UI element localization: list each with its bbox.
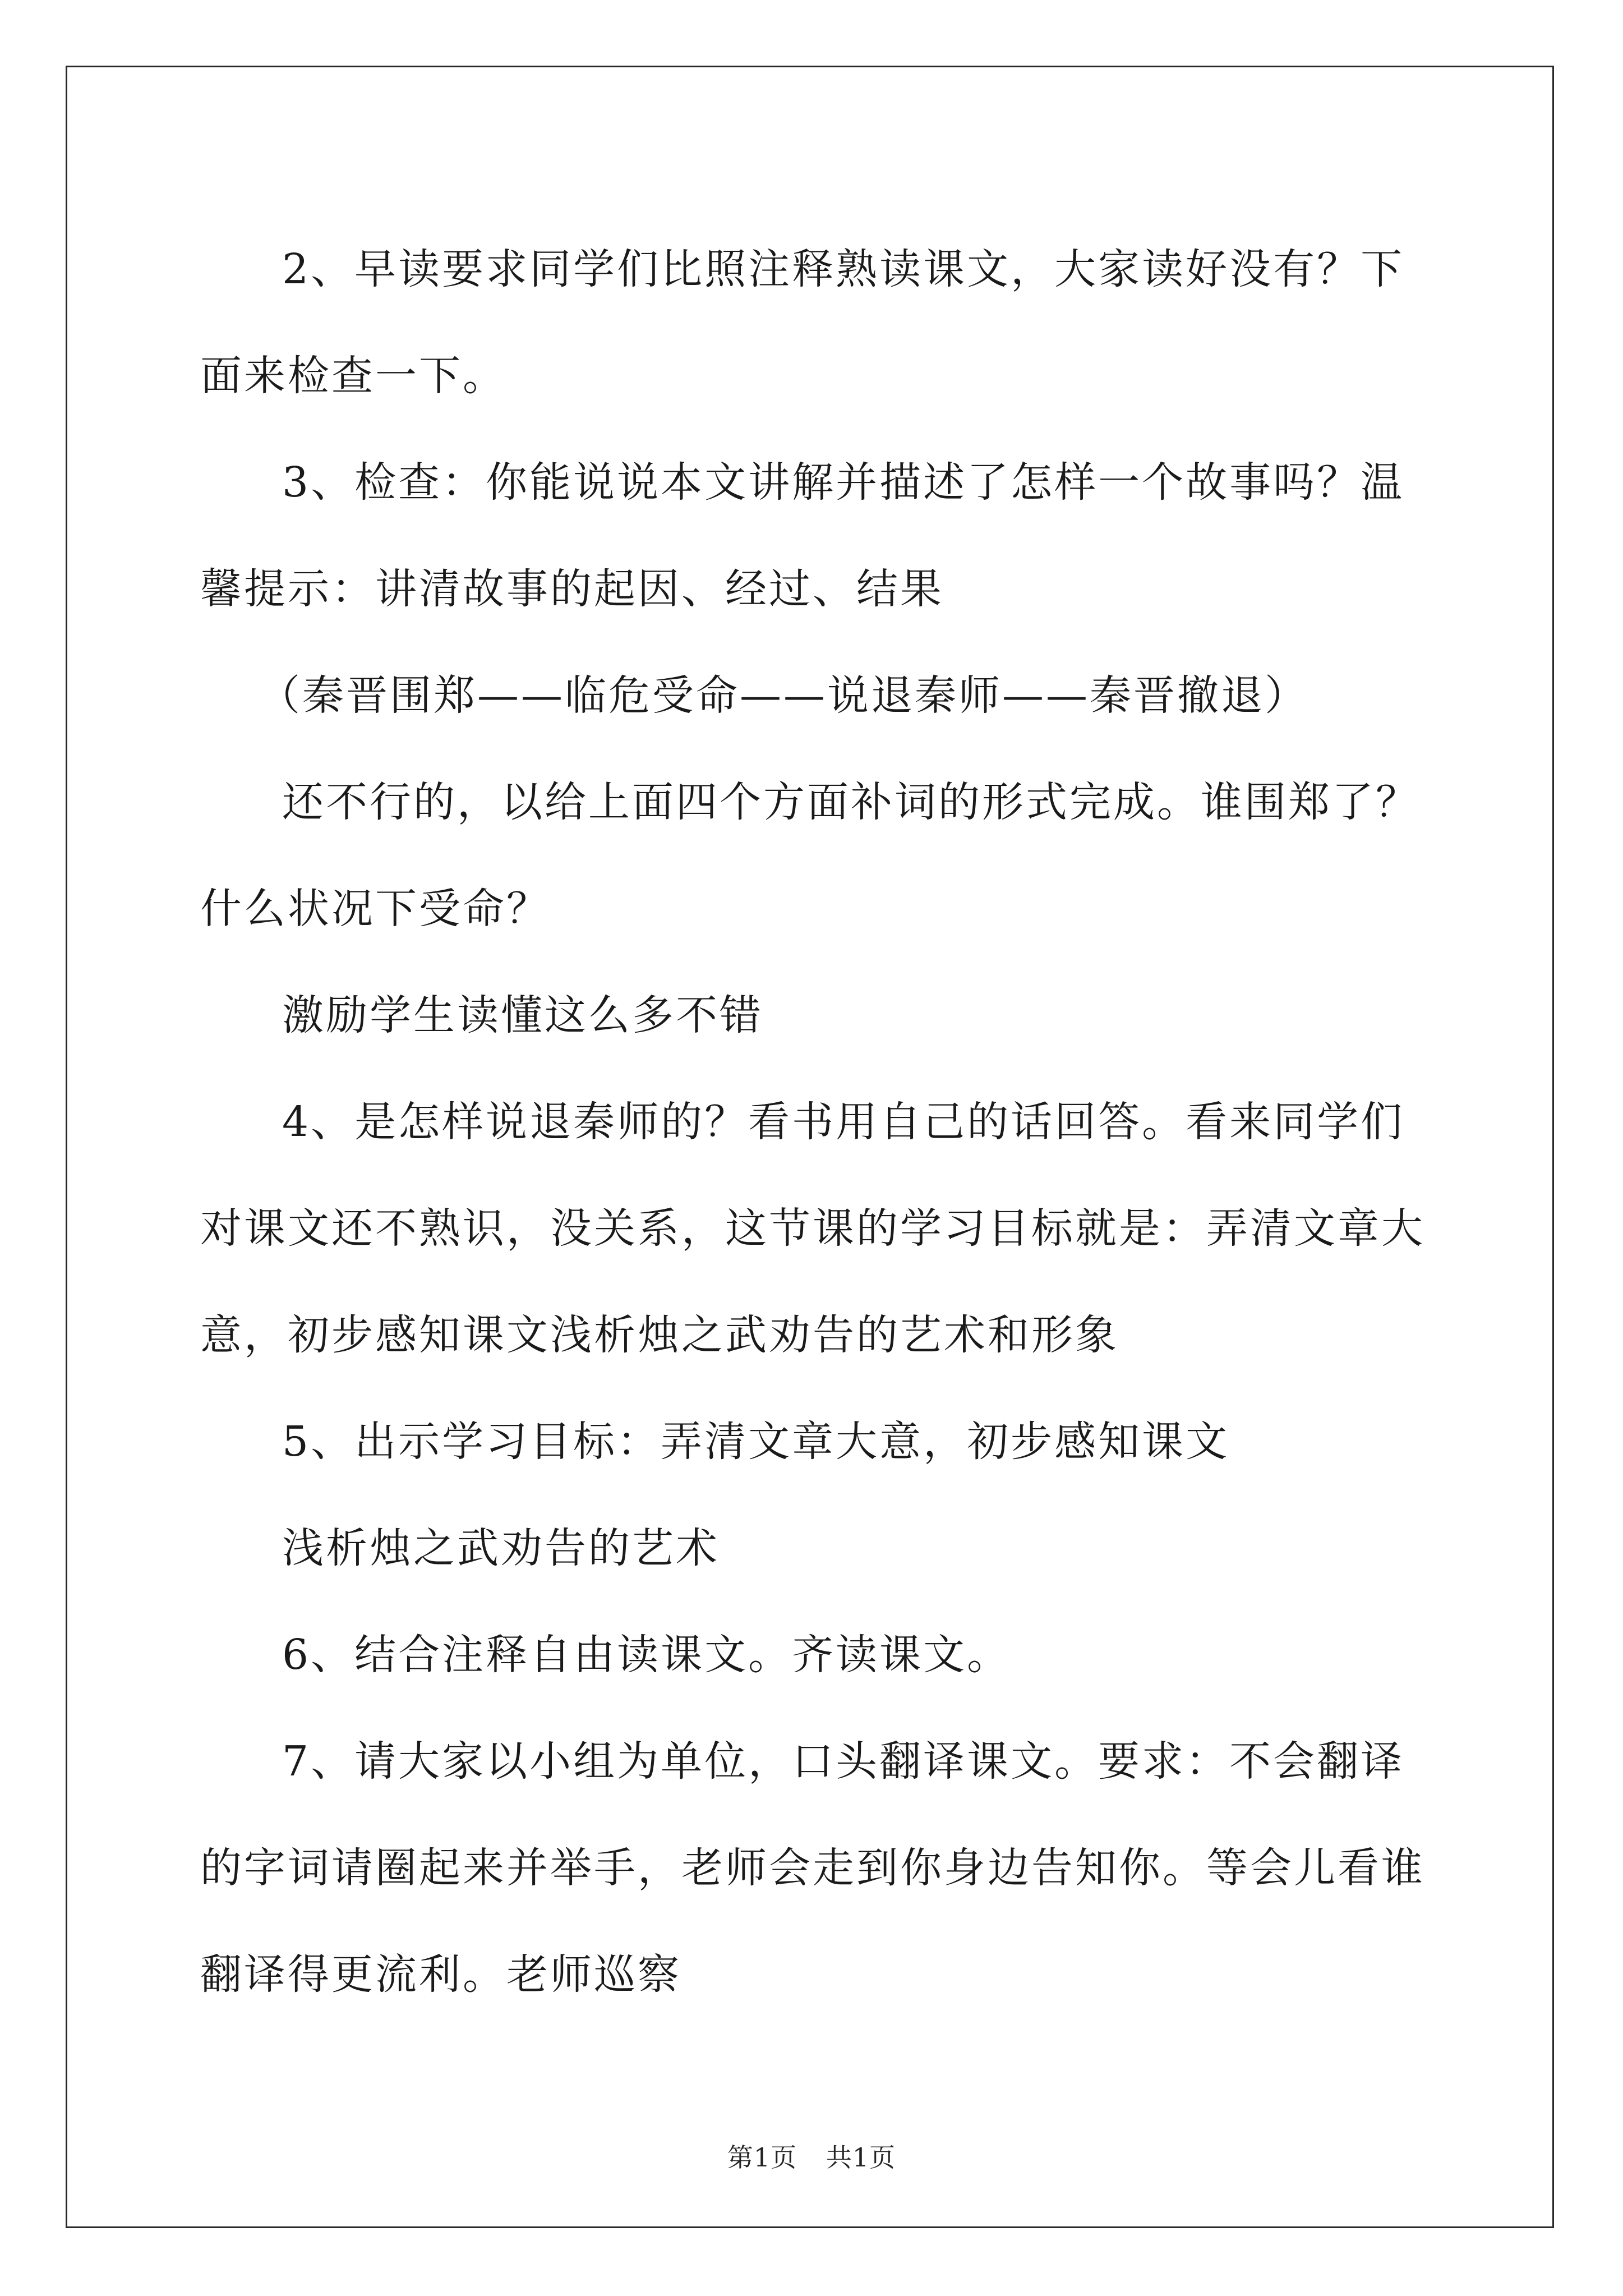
paragraph-4: 还不行的，以给上面四个方面补词的形式完成。谁围郑了？什么状况下受命？ [200, 778, 1419, 933]
paragraph-6: 4、是怎样说退秦师的？看书用自己的话回答。看来同学们对课文还不熟识，没关系，这节课的学习目标就是：弄清文章大意，初步感知课文浅析烛之武劝告的艺术和形象 [200, 1098, 1425, 1359]
paragraph-7: 5、出示学习目标：弄清文章大意，初步感知课文 [282, 1418, 1230, 1466]
page-footer [0, 2137, 1623, 2174]
page-total: 共1页 [826, 2142, 896, 2173]
paragraph-8: 浅析烛之武劝告的艺术 [282, 1524, 720, 1572]
paragraph-5: 激励学生读懂这么多不错 [282, 991, 763, 1039]
paragraph-10: 7、请大家以小组为单位，口头翻译课文。要求：不会翻译的字词请圈起来并举手，老师会走到你身边告知你。等会儿看谁翻译得更流利。老师巡察 [200, 1737, 1425, 1999]
paragraph-2: 3、检查：你能说说本文讲解并描述了怎样一个故事吗？温馨提示：讲清故事的起因、经过、结果 [200, 458, 1405, 613]
paragraph-3: （秦晋围郑——临危受命——说退秦师——秦晋撤退） [259, 671, 1308, 720]
paragraph-1: 2、早读要求同学们比照注释熟读课文，大家读好没有？下面来检查一下。 [200, 245, 1405, 400]
page-number: 第1页 [727, 2142, 797, 2173]
paragraph-9: 6、结合注释自由读课文。齐读课文。 [282, 1631, 1011, 1679]
document-body [200, 216, 1434, 2028]
